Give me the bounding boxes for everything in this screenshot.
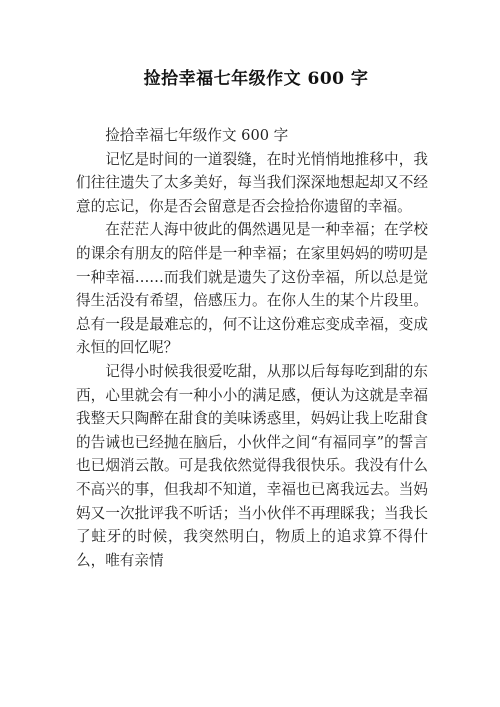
paragraph-3: 记得小时候我很爱吃甜，从那以后每每吃到甜的东西，心里就会有一种小小的满足感，便认为这就是幸福我整天只陶醉在甜食的美味诱惑里，妈妈让我上吃甜食的告诫也已经抛在脑后，小伙伴之间“有福同享”的誓言也已烟消云散。可是我依然觉得我很快乐。我没有什么不高兴的事，但我却不知道，幸福也已离我远去。当妈妈又一次批评我不听话；当小伙伴不再理睬我；当我长了蛀牙的时候，我突然明白，物质上的追求算不得什么，唯有亲情 xyxy=(76,362,428,569)
document-body xyxy=(76,124,428,572)
paragraph-2: 在茫茫人海中彼此的偶然遇见是一种幸福；在学校的课余有朋友的陪伴是一种幸福；在家里妈妈的唠叨是一种幸福……而我们就是遗失了这份幸福，所以总是觉得生活没有希望，倍感压力。在你人生的某个片段里。总有一段是最难忘的，何不让这份难忘变成幸福，变成永恒的回忆呢？ xyxy=(76,221,428,357)
document-title: 捡拾幸福七年级作文 600 字 xyxy=(143,69,369,89)
paragraph-1: 记忆是时间的一道裂缝，在时光悄悄地推移中，我们往往遗失了太多美好，每当我们深深地想起却又不经意的忘记，你是否会留意是否会捡拾你遗留的幸福。 xyxy=(76,150,428,215)
paragraph-subtitle: 捡拾幸福七年级作文 600 字 xyxy=(105,127,289,144)
